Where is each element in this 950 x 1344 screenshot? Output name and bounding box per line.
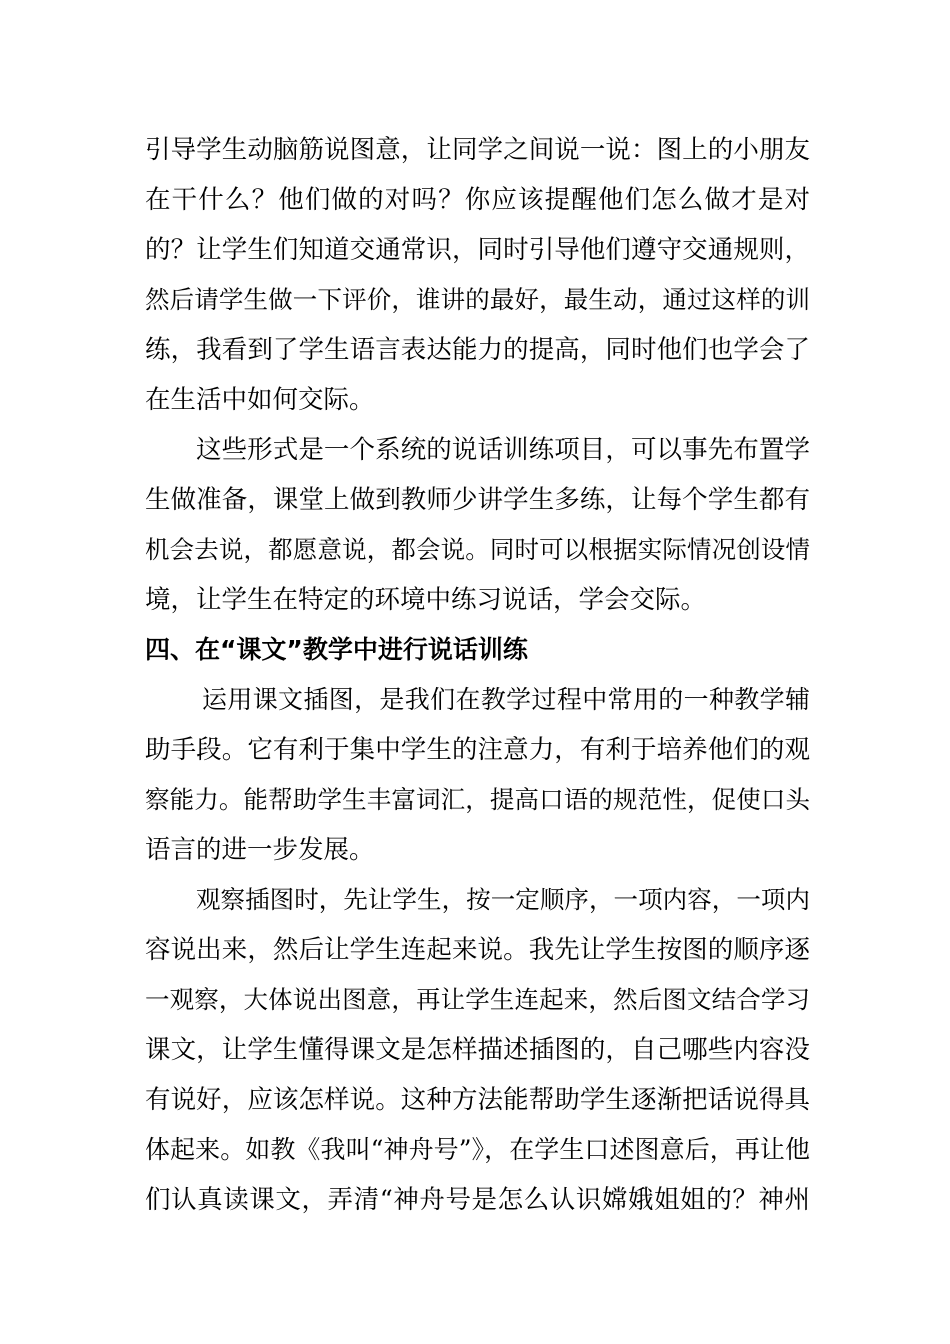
paragraph-4-line-7: 们认真读课文，弄清“神舟号是怎么认识嫦娥姐姐的？神州: [145, 1185, 810, 1215]
paragraph-4-line-2: 容说出来，然后让学生连起来说。我先让学生按图的顺序逐: [145, 935, 810, 965]
paragraph-3-line-2: 助手段。它有利于集中学生的注意力，有利于培养他们的观: [145, 735, 810, 765]
paragraph-3-line-4: 语言的进一步发展。: [145, 835, 375, 865]
paragraph-1-line-4: 然后请学生做一下评价，谁讲的最好，最生动，通过这样的训: [145, 285, 810, 314]
paragraph-2-line-4: 境，让学生在特定的环境中练习说话，学会交际。: [145, 585, 707, 615]
paragraph-4-line-6: 体起来。如教《我叫“神舟号”》，在学生口述图意后，再让他: [145, 1135, 810, 1164]
paragraph-1-line-2: 在干什么？他们做的对吗？你应该提醒他们怎么做才是对: [145, 185, 810, 215]
paragraph-1-line-5: 练，我看到了学生语言表达能力的提高，同时他们也学会了: [145, 335, 810, 365]
paragraph-1-line-1: 引导学生动脑筋说图意，让同学之间说一说：图上的小朋友: [145, 135, 810, 165]
paragraph-3-line-3: 察能力。能帮助学生丰富词汇，提高口语的规范性，促使口头: [145, 785, 810, 814]
section-heading-4: 四、在“课文”教学中进行说话训练: [145, 635, 528, 664]
paragraph-4-line-4: 课文，让学生懂得课文是怎样描述插图的，自己哪些内容没: [145, 1035, 810, 1065]
paragraph-2-line-3: 机会去说，都愿意说，都会说。同时可以根据实际情况创设情: [145, 535, 810, 564]
paragraph-4-line-5: 有说好，应该怎样说。这种方法能帮助学生逐渐把话说得具: [145, 1085, 810, 1115]
paragraph-1-line-3: 的？让学生们知道交通常识，同时引导他们遵守交通规则，: [145, 235, 810, 265]
paragraph-4-line-3: 一观察，大体说出图意，再让学生连起来，然后图文结合学习: [145, 985, 810, 1014]
paragraph-1-line-6: 在生活中如何交际。: [145, 385, 375, 415]
paragraph-3-line-1: 运用课文插图，是我们在教学过程中常用的一种教学辅: [202, 685, 810, 714]
paragraph-2-line-1: 这些形式是一个系统的说话训练项目，可以事先布置学: [196, 435, 810, 465]
paragraph-4-line-1: 观察插图时，先让学生，按一定顺序，一项内容，一项内: [196, 885, 810, 914]
paragraph-2-line-2: 生做准备，课堂上做到教师少讲学生多练，让每个学生都有: [145, 485, 810, 515]
